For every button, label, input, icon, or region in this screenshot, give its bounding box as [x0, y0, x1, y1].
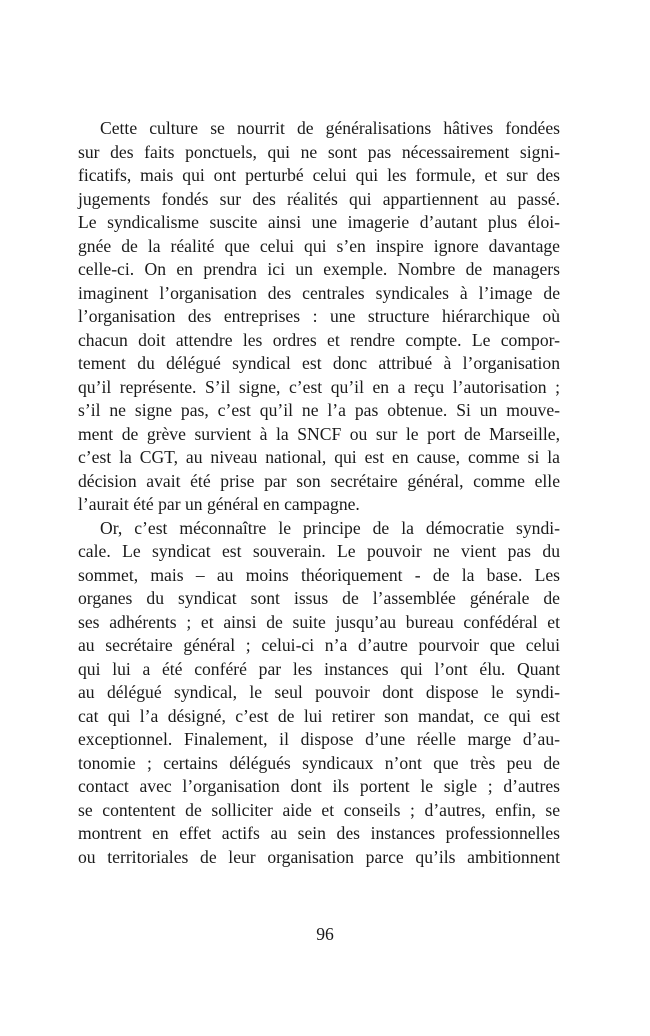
text-line: ment de grève survient à la SNCF ou sur le port de Marseille,: [78, 423, 560, 444]
text-line: chacun doit attendre les ordres et rendre compte. Le compor-: [78, 329, 560, 350]
text-line: Or, c’est méconnaître le principe de la démocratie syndi-: [100, 517, 560, 538]
text-line: gnée de la réalité que celui qui s’en inspire ignore davantage: [78, 235, 560, 256]
text-line: jugements fondés sur des réalités qui appartiennent au passé.: [78, 188, 560, 209]
text-line: sur des faits ponctuels, qui ne sont pas nécessairement signi-: [78, 141, 560, 162]
text-line: sommet, mais – au moins théoriquement - de la base. Les: [78, 564, 560, 585]
text-line: exceptionnel. Finalement, il dispose d’une réelle marge d’au-: [78, 729, 560, 749]
text-line: décision avait été prise par son secrétaire général, comme elle: [78, 470, 560, 491]
text-line: Cette culture se nourrit de généralisations hâtives fondées: [100, 118, 560, 138]
text-line: montrent en effet actifs au sein des instances professionnelles: [78, 823, 560, 843]
text-line: au délégué syndical, le seul pouvoir dont dispose le syndi-: [78, 682, 560, 702]
text-line: Le syndicalisme suscite ainsi une imagerie d’autant plus éloi-: [78, 212, 560, 232]
text-line: celle-ci. On en prendra ici un exemple. Nombre de managers: [78, 259, 560, 279]
body-text: [78, 117, 560, 869]
text-line: tonomie ; certains délégués syndicaux n’ont que très peu de: [78, 752, 560, 773]
text-line: ficatifs, mais qui ont perturbé celui qui les formule, et sur des: [78, 165, 560, 185]
text-line: cale. Le syndicat est souverain. Le pouvoir ne vient pas du: [78, 541, 560, 561]
text-line: au secrétaire général ; celui-ci n’a d’autre pourvoir que celui: [78, 635, 560, 655]
text-line: ou territoriales de leur organisation parce qu’ils ambitionnent: [78, 846, 560, 867]
text-line: organes du syndicat sont issus de l’assemblée générale de: [78, 588, 560, 608]
text-line: se contentent de solliciter aide et conseils ; d’autres, enfin, se: [78, 799, 560, 820]
paragraph-1: [78, 117, 560, 517]
text-line: qui lui a été conféré par les instances qui l’ont élu. Quant: [78, 658, 560, 679]
text-line: imaginent l’organisation des centrales syndicales à l’image de: [78, 282, 560, 303]
text-line: contact avec l’organisation dont ils portent le sigle ; d’autres: [78, 776, 560, 796]
paragraph-2: [78, 517, 560, 870]
text-line: tement du délégué syndical est donc attribué à l’organisation: [78, 353, 560, 373]
text-line: s’il ne signe pas, c’est qu’il ne l’a pas obtenue. Si un mouve-: [78, 400, 560, 420]
text-line: l’organisation des entreprises : une structure hiérarchique où: [78, 306, 560, 326]
text-line: c’est la CGT, au niveau national, qui est en cause, comme si la: [78, 447, 560, 467]
text-line: ses adhérents ; et ainsi de suite jusqu’au bureau confédéral et: [78, 611, 560, 632]
text-line: qu’il représente. S’il signe, c’est qu’il en a reçu l’autorisation ;: [78, 376, 560, 397]
text-line: l’aurait été par un général en campagne.: [78, 494, 360, 514]
text-line: cat qui l’a désigné, c’est de lui retirer son mandat, ce qui est: [78, 705, 560, 726]
page-number: 96: [316, 924, 334, 944]
